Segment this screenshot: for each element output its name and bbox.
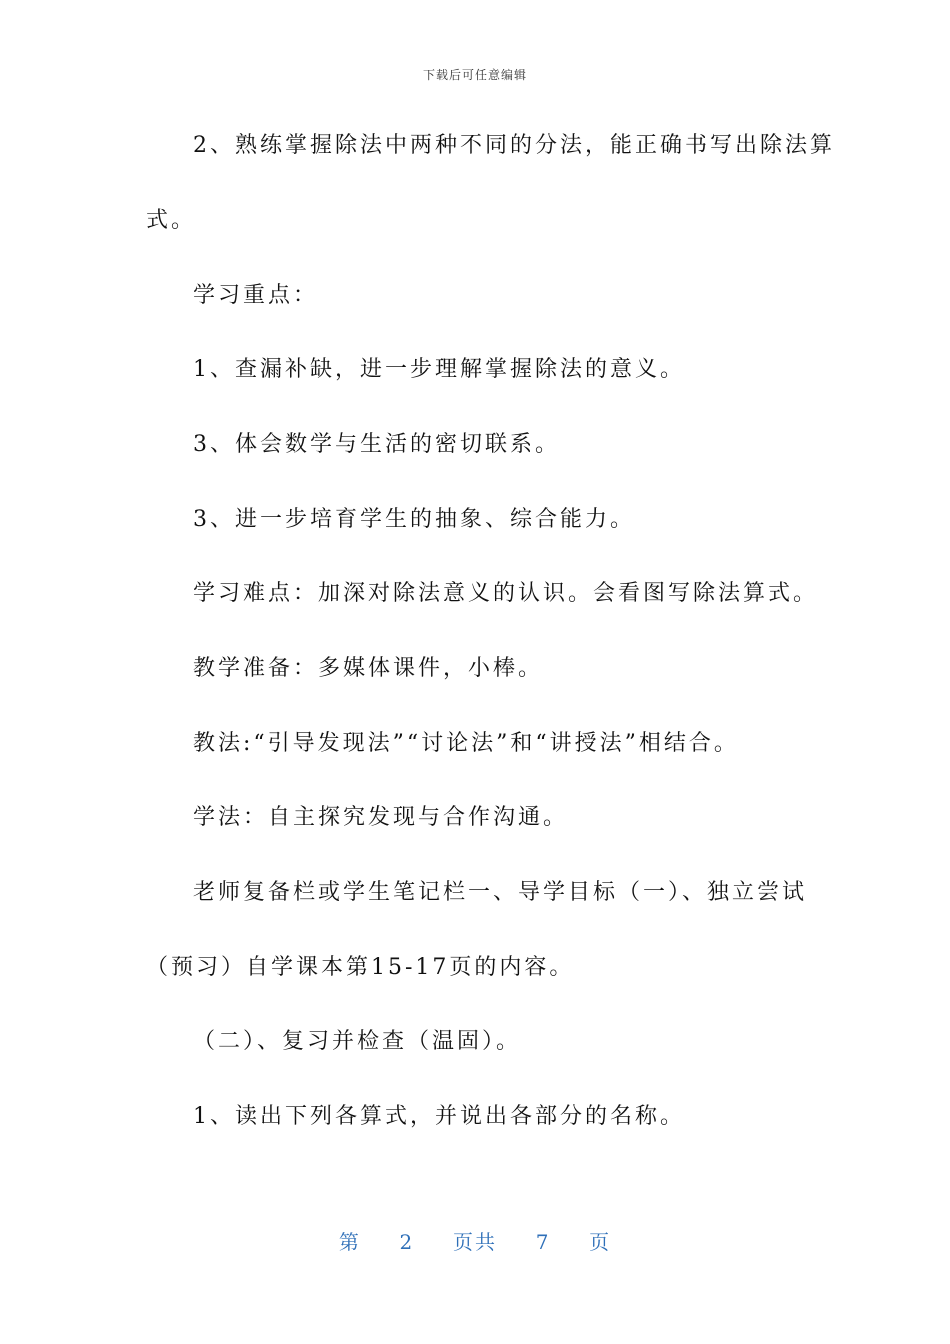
body-line-2: 式。 [146, 208, 197, 233]
page-header: 下载后可任意编辑 [422, 68, 527, 82]
footer-total-pages: 7 [535, 1230, 551, 1254]
body-line-12: （预习）自学课本第15-17页的内容。 [146, 955, 575, 980]
body-line-6: 3、进一步培育学生的抽象、综合能力。 [193, 507, 635, 532]
page-footer [0, 1226, 950, 1255]
footer-label-ye: 页 [589, 1230, 612, 1254]
body-line-4: 1、查漏补缺，进一步理解掌握除法的意义。 [193, 357, 685, 382]
footer-label-di: 第 [338, 1230, 361, 1254]
body-line-5: 3、体会数学与生活的密切联系。 [193, 432, 560, 457]
body-line-13: （二）、复习并检查（温固）。 [193, 1029, 522, 1054]
body-line-1: 2、熟练掌握除法中两种不同的分法，能正确书写出除法算 [193, 133, 835, 158]
body-line-learning-method: 学法：自主探究发现与合作沟通。 [193, 805, 569, 830]
body-line-difficulties: 学习难点：加深对除法意义的认识。会看图写除法算式。 [193, 581, 819, 606]
body-line-teaching-method: 教法:“引导发现法”“讨论法”和“讲授法”相结合。 [193, 731, 739, 756]
footer-label-ye-gong: 页共 [453, 1230, 497, 1254]
section-heading-key-points: 学习重点： [193, 283, 319, 308]
body-line-14: 1、读出下列各算式，并说出各部分的名称。 [193, 1104, 685, 1129]
body-line-preparation: 教学准备：多媒体课件，小棒。 [193, 656, 544, 681]
footer-current-page: 2 [399, 1230, 415, 1254]
body-line-11: 老师复备栏或学生笔记栏一、导学目标（一）、独立尝试 [193, 880, 808, 905]
